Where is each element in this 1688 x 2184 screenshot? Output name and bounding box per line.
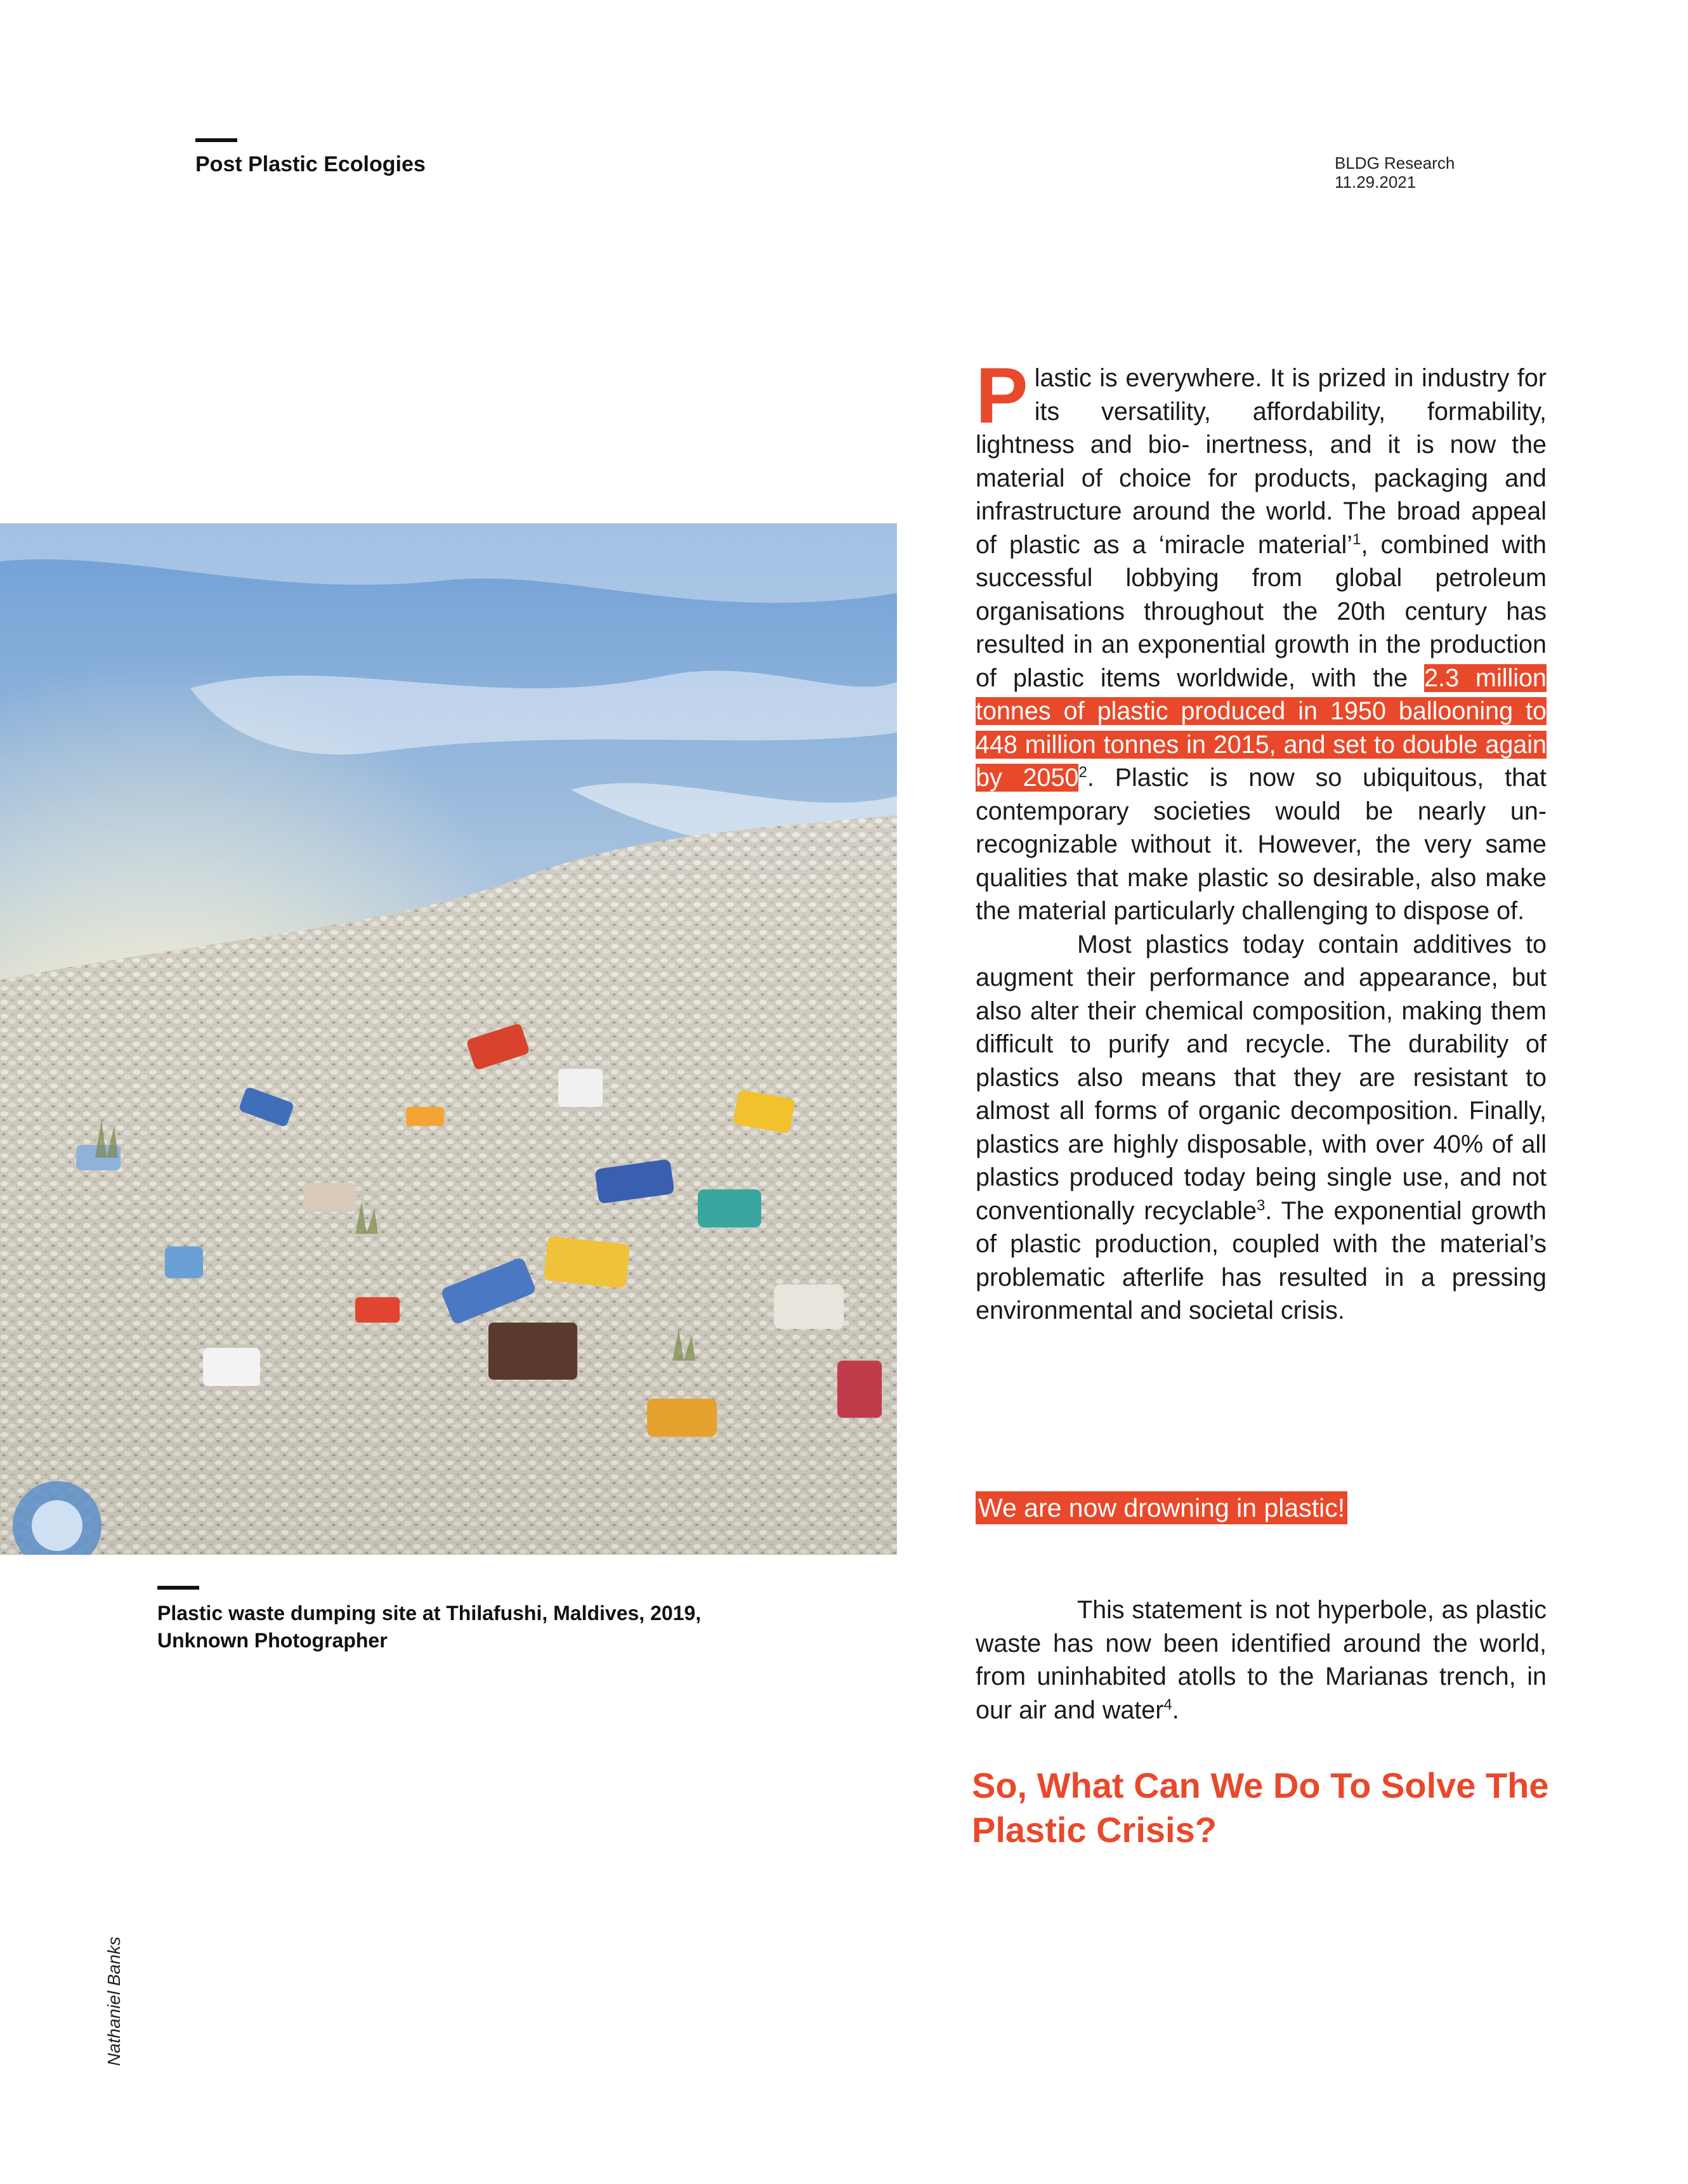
paragraph-2 bbox=[976, 928, 1547, 1328]
paragraph-3-text-2: . bbox=[1172, 1696, 1179, 1724]
plastic-waste-photo bbox=[0, 523, 897, 1555]
footnote-ref-2: 2 bbox=[1078, 763, 1087, 781]
paragraph-1-text: lastic is everywhere. It is prized in industry for its versatility, affordability, formability, lightness and bio- inertness, and it is now the material of choice for products, packaging and infrastructure around the world. The broad appeal of plastic as a ‘miracle material’ bbox=[976, 364, 1547, 559]
article-body-continued bbox=[976, 1593, 1547, 1727]
paragraph-1 bbox=[976, 352, 1547, 928]
publication-title: Post Plastic Ecologies bbox=[195, 152, 426, 176]
publication-date: 11.29.2021 bbox=[1335, 173, 1416, 192]
paragraph-3-text: This statement is not hyperbole, as plastic waste has now been identified around the world, from uninhabited atolls to the Marianas trench, in our air and water bbox=[976, 1596, 1547, 1724]
organization-name: BLDG Research bbox=[1335, 154, 1455, 173]
article-body bbox=[976, 352, 1547, 1328]
paragraph-1-text-3: . Plastic is now so ubiquitous, that contemporary societies would be nearly unrecognizable without it. However, the very same qualities that make plastic so desirable, also make the material particularly challenging to dispose of. bbox=[976, 764, 1547, 925]
paragraph-1-text-2: , combined with successful lobbying from global petroleum organisations throughout the 20th century has resulted in an exponential growth in the production of plastic items worldwide, with the bbox=[976, 530, 1547, 692]
pull-quote: We are now drowning in plastic! bbox=[976, 1491, 1347, 1524]
paragraph-2-text-2: . The exponential growth of plastic production, coupled with the material’s problematic afterlife has resulted in a pressing environmental and societal crisis. bbox=[976, 1196, 1547, 1324]
drop-cap: P bbox=[976, 352, 1028, 440]
author-credit: Nathaniel Banks bbox=[104, 1937, 124, 2066]
highlighted-statistic: 2.3 million tonnes of plastic produced in 1950 ballooning to 448 million tonnes in 2015, and set to double again by 2050 bbox=[976, 664, 1547, 792]
section-heading: So, What Can We Do To Solve The Plastic Crisis? bbox=[972, 1765, 1549, 1850]
footnote-ref-1: 1 bbox=[1352, 530, 1361, 548]
footnote-ref-4: 4 bbox=[1163, 1696, 1172, 1713]
footnote-ref-3: 3 bbox=[1257, 1196, 1266, 1214]
paragraph-3 bbox=[976, 1593, 1547, 1727]
header-rule bbox=[195, 138, 237, 142]
paragraph-2-text: Most plastics today contain additives to augment their performance and appearance, but also alter their chemical composition, making them difficult to purify and recycle. The durability of plastics also means that they are resistant to almost all forms of organic decomposition. Finally, plastics are highly disposable, with over 40% of all plastics produced today being single use, and not conventionally recyclable bbox=[976, 930, 1547, 1225]
caption-rule bbox=[157, 1586, 199, 1590]
photo-caption: Plastic waste dumping site at Thilafushi, Maldives, 2019, Unknown Photographer bbox=[157, 1602, 702, 1652]
